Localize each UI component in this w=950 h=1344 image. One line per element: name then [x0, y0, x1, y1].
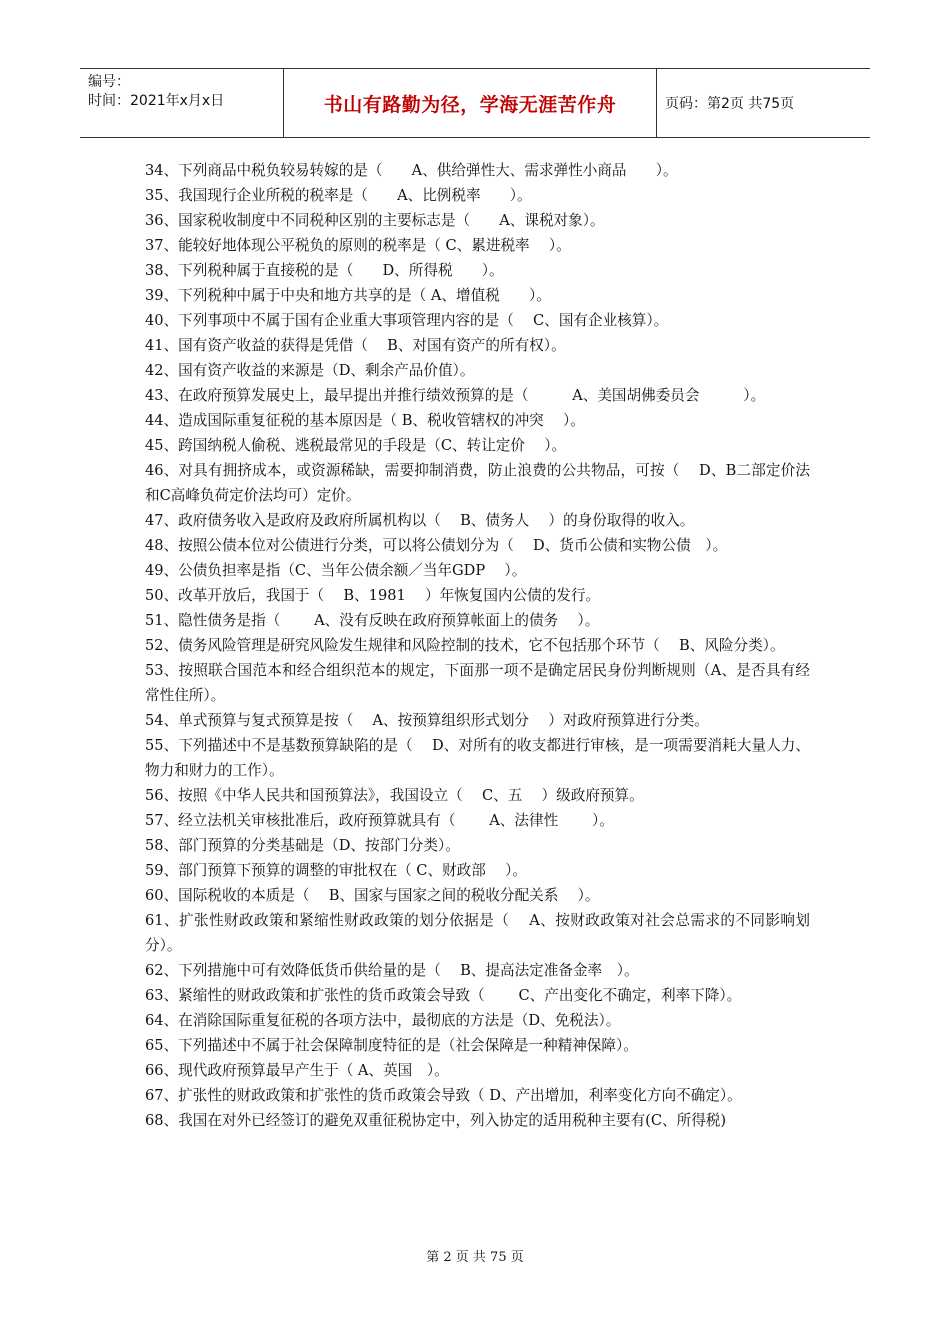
question-item: 67、扩张性的财政政策和扩张性的货币政策会导致（ D、产出增加，利率变化方向不确定）。: [145, 1087, 742, 1104]
question-item: 38、下列税种属于直接税的是（ D、所得税 ）。: [145, 262, 504, 279]
header-page-info: 页码：第2页 共75页: [665, 96, 795, 112]
document-date-label: 时间：2021年x月x日: [88, 93, 225, 109]
question-item: 52、债务风险管理是研究风险发生规律和风险控制的技术，它不包括那个环节（ B、风险分类）。: [145, 637, 785, 654]
question-item: 45、跨国纳税人偷税、逃税最常见的手段是（C、转让定价 ）。: [145, 437, 567, 454]
question-item: 34、下列商品中税负较易转嫁的是（ A、供给弹性大、需求弹性小商品 ）。: [145, 162, 678, 179]
question-item: 56、按照《中华人民共和国预算法》，我国设立（ C、五 ）级政府预算。: [145, 787, 644, 804]
header-motto: 书山有路勤为径，学海无涯苦作舟: [283, 69, 657, 137]
question-item: 66、现代政府预算最早产生于（ A、英国 ）。: [145, 1062, 449, 1079]
question-item: 49、公债负担率是指（C、当年公债余额／当年GDP ）。: [145, 562, 527, 579]
document-number-label: 编号：: [88, 74, 130, 90]
header-meta: [80, 69, 283, 137]
question-item: 48、按照公债本位对公债进行分类，可以将公债划分为（ D、货币公债和实物公债 ）。: [145, 537, 728, 554]
question-item: 58、部门预算的分类基础是（D、按部门分类）。: [145, 837, 460, 854]
question-item: 59、部门预算下预算的调整的审批权在（ C、财政部 ）。: [145, 862, 527, 879]
question-item: 44、造成国际重复征税的基本原因是（ B、税收管辖权的冲突 ）。: [145, 412, 585, 429]
question-list: [145, 158, 810, 1133]
question-item: 55、下列描述中不是基数预算缺陷的是（ D、对所有的收支都进行审核，是一项需要消耗大量人力、物力和财力的工作）。: [145, 737, 810, 779]
question-item: 57、经立法机关审核批准后，政府预算就具有（ A、法律性 ）。: [145, 812, 614, 829]
question-item: 36、国家税收制度中不同税种区别的主要标志是（ A、课税对象）。: [145, 212, 605, 229]
page-footer: 第 2 页 共 75 页: [426, 1250, 524, 1265]
question-item: 54、单式预算与复式预算是按（ A、按预算组织形式划分 ）对政府预算进行分类。: [145, 712, 709, 729]
question-item: 68、我国在对外已经签订的避免双重征税协定中，列入协定的适用税种主要有(C、所得税): [145, 1112, 727, 1129]
question-item: 60、国际税收的本质是（ B、国家与国家之间的税收分配关系 ）。: [145, 887, 600, 904]
question-item: 42、国有资产收益的来源是（D、剩余产品价值）。: [145, 362, 475, 379]
question-item: 46、对具有拥挤成本，或资源稀缺，需要抑制消费，防止浪费的公共物品，可按（ D、B二部定价法和C高峰负荷定价法均可）定价。: [145, 462, 810, 504]
question-item: 47、政府债务收入是政府及政府所属机构以（ B、债务人 ）的身份取得的收入。: [145, 512, 695, 529]
question-item: 37、能较好地体现公平税负的原则的税率是（ C、累进税率 ）。: [145, 237, 571, 254]
question-item: 63、紧缩性的财政政策和扩张性的货币政策会导致（ C、产出变化不确定，利率下降）。: [145, 987, 742, 1004]
question-item: 51、隐性债务是指（ A、没有反映在政府预算帐面上的债务 ）。: [145, 612, 600, 629]
question-item: 41、国有资产收益的获得是凭借（ B、对国有资产的所有权）。: [145, 337, 566, 354]
question-item: 61、扩张性财政政策和紧缩性财政政策的划分依据是（ A、按财政政策对社会总需求的不同影响划分）。: [145, 912, 810, 954]
question-item: 40、下列事项中不属于国有企业重大事项管理内容的是（ C、国有企业核算）。: [145, 312, 669, 329]
question-item: 64、在消除国际重复征税的各项方法中，最彻底的方法是（D、免税法）。: [145, 1012, 621, 1029]
page-header: [80, 68, 870, 138]
question-item: 53、按照联合国范本和经合组织范本的规定，下面那一项不是确定居民身份判断规则（A、是否具有经常性住所）。: [145, 662, 810, 704]
question-item: 62、下列措施中可有效降低货币供给量的是（ B、提高法定准备金率 ）。: [145, 962, 639, 979]
question-item: 50、改革开放后，我国于（ B、1981 ）年恢复国内公债的发行。: [145, 587, 601, 604]
question-item: 39、下列税种中属于中央和地方共享的是（ A、增值税 ）。: [145, 287, 551, 304]
question-item: 43、在政府预算发展史上，最早提出并推行绩效预算的是（ A、美国胡佛委员会 ）。: [145, 387, 766, 404]
question-item: 35、我国现行企业所税的税率是（ A、比例税率 ）。: [145, 187, 532, 204]
question-item: 65、下列描述中不属于社会保障制度特征的是（社会保障是一种精神保障）。: [145, 1037, 638, 1054]
